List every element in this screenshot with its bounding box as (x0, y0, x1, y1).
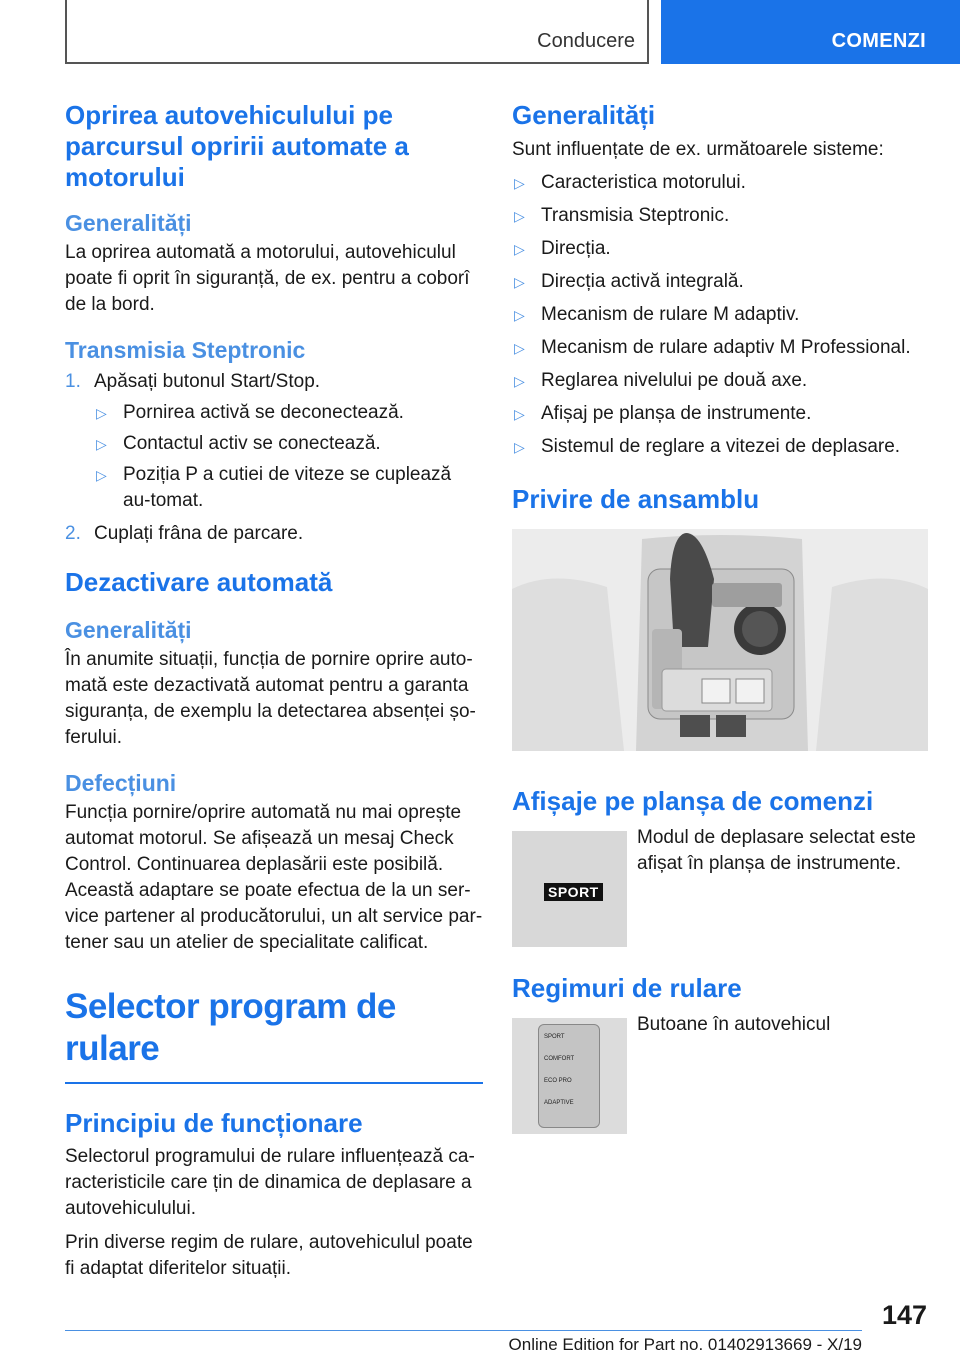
heading-generalitati-right: Generalități (512, 100, 656, 130)
list-item: ▷ Mecanism de rulare M adaptiv. (512, 302, 932, 328)
button-label: COMFORT (544, 1056, 575, 1062)
para-principiu-2: Prin diverse regim de rulare, autovehiculul poate fi adaptat diferitelor situații. (65, 1232, 473, 1279)
bullet-triangle-icon: ▷ (514, 439, 525, 455)
heading-afisaje: Afișaje pe planșa de comenzi (512, 786, 874, 816)
step-text: Cuplați frâna de parcare. (94, 523, 304, 544)
bullet-triangle-icon: ▷ (96, 467, 107, 483)
page-number: 147 (881, 1300, 927, 1330)
bullet-triangle-icon: ▷ (514, 373, 525, 389)
para-intro: Sunt influențate de ex. următoarele sisteme: (512, 139, 884, 160)
para-generalitati-2: În anumite situații, funcția de pornire oprire auto-mată este dezactivată automat pentru a garanta siguranța, de exemplu la detectarea absenței șo-ferului. (65, 649, 476, 748)
header-section: Conducere (537, 30, 635, 52)
list-item: ▷ Mecanism de rulare adaptiv M Professional. (512, 335, 932, 361)
list-item (65, 369, 483, 514)
list-item: ▷ Transmisia Steptronic. (512, 203, 932, 229)
heading-dezactivare: Dezactivare automată (65, 567, 333, 597)
footer-edition: Online Edition for Part no. 01402913669 - X/19 (508, 1335, 862, 1354)
button-label: ECO PRO (544, 1078, 572, 1084)
systems-list (512, 170, 932, 460)
list-item: ▷ Direcția activă integrală. (512, 269, 932, 295)
bullet-triangle-icon: ▷ (514, 175, 525, 191)
header-chapter: COMENZI (831, 30, 926, 52)
button-label: ADAPTIVE (544, 1100, 574, 1106)
bullet-triangle-icon: ▷ (514, 241, 525, 257)
bullet-triangle-icon: ▷ (514, 208, 525, 224)
para-defectiuni: Funcția pornire/oprire automată nu mai oprește automat motorul. Se afișează un mesaj Check Control. Continuarea deplasării este posibilă. Această adaptare se poate efectua de la un ser-vice partener al producătorului, un alt service par-tener sau un atelier de specialitate calificat. (65, 802, 483, 953)
sport-badge: SPORT (544, 883, 603, 901)
list-item: ▷ Poziția P a cutiei de viteze se cuplează au-tomat. (96, 464, 452, 511)
right-column (512, 100, 932, 1134)
list-item: ▷ Reglarea nivelului pe două axe. (512, 368, 932, 394)
bullet-triangle-icon: ▷ (514, 274, 525, 290)
sub-list (94, 400, 483, 514)
section-rule (65, 1082, 483, 1084)
heading-principiu: Principiu de funcționare (65, 1108, 363, 1138)
list-item: ▷ Direcția. (512, 236, 932, 262)
bullet-triangle-icon: ▷ (514, 406, 525, 422)
sport-display-image (512, 831, 627, 947)
list-item: ▷ Pornirea activă se deconectează. (94, 400, 483, 426)
list-item (65, 521, 483, 547)
regimuri-row (512, 1014, 932, 1134)
driving-buttons-image (512, 1018, 627, 1134)
list-item: ▷ Contactul activ se conectează. (94, 431, 483, 457)
heading-privire: Privire de ansamblu (512, 484, 760, 514)
center-console-image (512, 529, 928, 751)
list-item: ▷ Caracteristica motorului. (512, 170, 932, 196)
section-title: Selector program de rulare (65, 987, 396, 1068)
para-principiu-1: Selectorul programului de rulare influențează ca-racteristicile care țin de dinamica de deplasare a autovehiculului. (65, 1146, 475, 1219)
left-column (65, 100, 483, 1282)
console-photo (512, 529, 932, 756)
step-number: 2. (65, 523, 81, 544)
bullet-triangle-icon: ▷ (514, 340, 525, 356)
heading-generalitati-2: Generalități (65, 617, 192, 643)
header-chapter-tab (661, 0, 960, 64)
heading-stop: Oprirea autovehiculului pe parcursul opririi automate a motorului (65, 100, 409, 192)
para-regimuri: Butoane în autovehicul (637, 1014, 831, 1035)
step-number: 1. (65, 371, 81, 392)
heading-transmisia: Transmisia Steptronic (65, 337, 306, 363)
list-item: ▷ Afișaj pe planșa de instrumente. (512, 401, 932, 427)
afisaje-row (512, 827, 932, 947)
button-label: SPORT (544, 1034, 565, 1040)
heading-defectiuni: Defecțiuni (65, 770, 177, 796)
para-generalitati-1: La oprirea automată a motorului, autovehiculul poate fi oprit în siguranță, de ex. pentru a coborî de la bord. (65, 242, 470, 315)
para-afisaje: Modul de deplasare selectat este afișat în planșa de instrumente. (637, 827, 916, 874)
list-item: ▷ Sistemul de reglare a vitezei de deplasare. (512, 434, 932, 460)
bullet-triangle-icon: ▷ (514, 307, 525, 323)
steps-list (65, 369, 483, 547)
footer (65, 1330, 862, 1354)
bullet-triangle-icon: ▷ (96, 436, 107, 452)
step-text: Apăsați butonul Start/Stop. (94, 371, 321, 392)
heading-generalitati-1: Generalități (65, 210, 192, 236)
heading-regimuri: Regimuri de rulare (512, 973, 742, 1003)
bullet-triangle-icon: ▷ (96, 405, 107, 421)
